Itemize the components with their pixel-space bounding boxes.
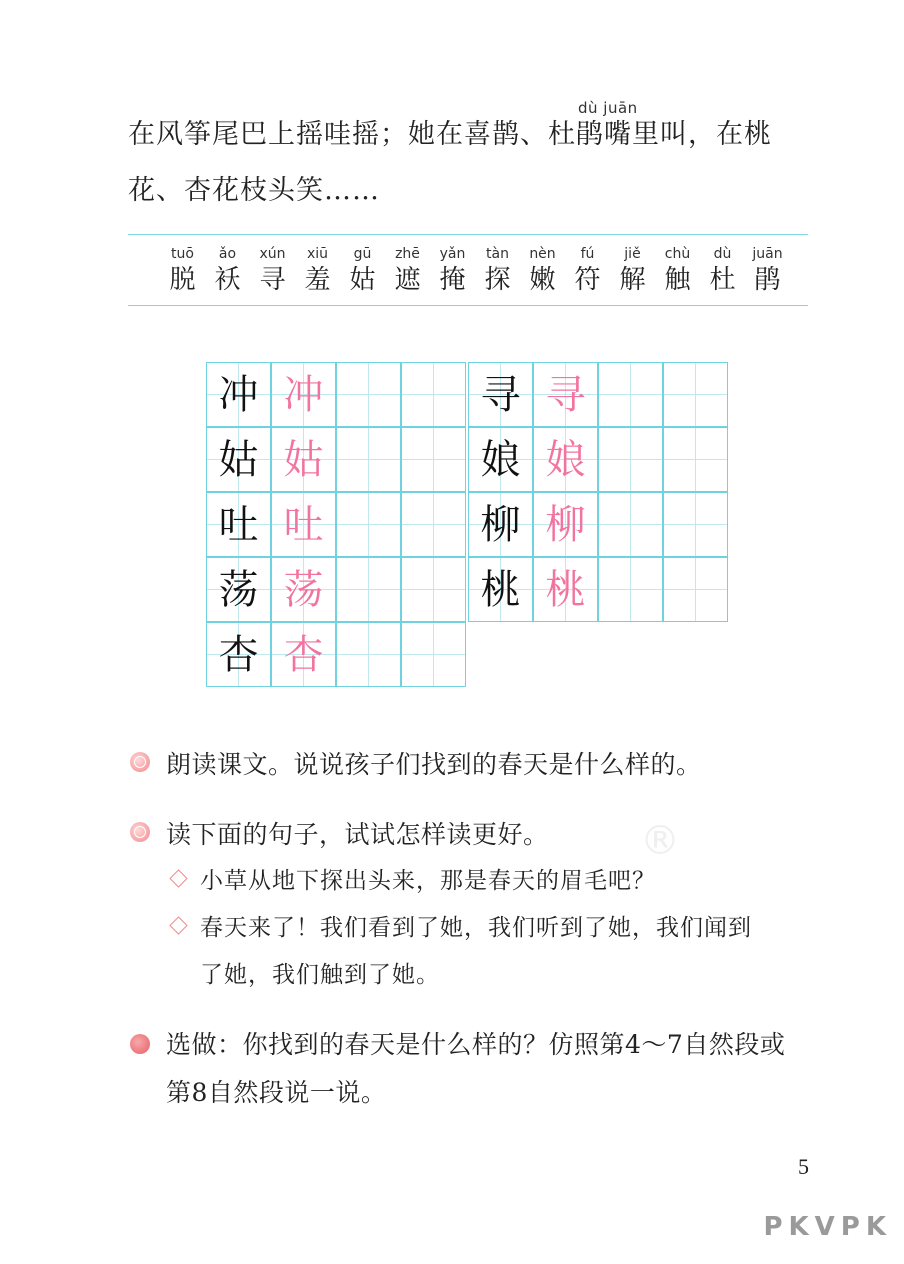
trace-character-cell: 寻: [533, 362, 598, 427]
trace-character-cell: 吐: [271, 492, 336, 557]
vocab-band-bottom-line: [128, 305, 808, 306]
vocab-item: [565, 244, 610, 296]
vocab-pinyin: xiū: [306, 246, 329, 262]
vocab-pinyin: xún: [259, 246, 286, 262]
model-character-cell: 柳: [468, 492, 533, 557]
model-character-cell: 冲: [206, 362, 271, 427]
vocab-character: 解: [619, 265, 646, 295]
vocab-item: [700, 244, 745, 296]
pinyin-annotation: dù juān: [578, 99, 638, 117]
vocab-item: [385, 244, 430, 296]
practice-cell: [401, 492, 466, 557]
exercise-3-line-1: 选做：你找到的春天是什么样的？仿照第4～7自然段或: [166, 1030, 786, 1059]
watermark: PKVPK: [763, 1212, 892, 1242]
practice-cell: [336, 622, 401, 687]
vocab-character: 遮: [394, 265, 421, 295]
exercise-2-sentence-2-line-1: 春天来了！我们看到了她，我们听到了她，我们闻到: [200, 915, 752, 941]
vocab-item: [475, 244, 520, 296]
practice-cell: [663, 427, 728, 492]
passage-line-2: 花、杏花枝头笑……: [128, 175, 380, 206]
vocab-pinyin: dù: [713, 246, 732, 262]
trace-character-cell: 冲: [271, 362, 336, 427]
diamond-bullet-icon: [169, 869, 187, 887]
practice-cell: [336, 362, 401, 427]
vocab-pinyin: nèn: [529, 246, 556, 262]
model-character-cell: 荡: [206, 557, 271, 622]
vocab-item: [250, 244, 295, 296]
vocab-item: [520, 244, 565, 296]
registered-mark: ®: [640, 818, 680, 864]
vocab-character: 脱: [169, 265, 196, 295]
vocab-pinyin: tàn: [486, 246, 509, 262]
vocab-band-top-line: [128, 234, 808, 235]
vocab-character: 探: [484, 265, 511, 295]
vocab-pinyin: ǎo: [218, 246, 237, 262]
practice-cell: [598, 362, 663, 427]
vocab-character: 羞: [304, 265, 331, 295]
vocab-character: 袄: [214, 265, 241, 295]
vocab-item: [295, 244, 340, 296]
vocab-item: [340, 244, 385, 296]
practice-cell: [401, 557, 466, 622]
trace-character-cell: 杏: [271, 622, 336, 687]
model-character-cell: 杏: [206, 622, 271, 687]
exercise-bullet-icon: [130, 752, 150, 772]
practice-cell: [663, 492, 728, 557]
trace-character-cell: 荡: [271, 557, 336, 622]
practice-cell: [598, 557, 663, 622]
trace-character-cell: 姑: [271, 427, 336, 492]
exercise-1-text: 朗读课文。说说孩子们找到的春天是什么样的。: [166, 750, 702, 779]
practice-cell: [401, 622, 466, 687]
vocab-character: 符: [574, 265, 601, 295]
practice-cell: [401, 362, 466, 427]
vocab-pinyin: zhē: [395, 246, 420, 262]
vocab-pinyin: yǎn: [439, 246, 466, 262]
vocab-character: 寻: [259, 265, 286, 295]
model-character-cell: 娘: [468, 427, 533, 492]
practice-cell: [598, 492, 663, 557]
vocab-item: [745, 244, 790, 296]
trace-character-cell: 柳: [533, 492, 598, 557]
practice-cell: [598, 427, 663, 492]
page-number: 5: [798, 1154, 809, 1179]
vocab-pinyin: gū: [353, 246, 372, 262]
practice-cell: [336, 427, 401, 492]
vocab-character: 掩: [439, 265, 466, 295]
model-character-cell: 姑: [206, 427, 271, 492]
vocab-item: [160, 244, 205, 296]
vocab-character: 杜: [709, 265, 736, 295]
vocab-item: [655, 244, 700, 296]
vocab-pinyin: tuō: [171, 246, 194, 262]
vocab-list: [160, 244, 790, 296]
practice-cell: [663, 557, 728, 622]
model-character-cell: 寻: [468, 362, 533, 427]
vocab-pinyin: jiě: [624, 246, 641, 262]
vocab-pinyin: juān: [752, 246, 783, 262]
model-character-cell: 桃: [468, 557, 533, 622]
vocab-item: [205, 244, 250, 296]
model-character-cell: 吐: [206, 492, 271, 557]
passage-line-1: 在风筝尾巴上摇哇摇；她在喜鹊、杜鹃嘴里叫，在桃: [128, 119, 772, 150]
vocab-pinyin: chù: [664, 246, 691, 262]
trace-character-cell: 娘: [533, 427, 598, 492]
exercise-2-text: 读下面的句子，试试怎样读更好。: [166, 820, 549, 849]
exercise-bullet-icon: [130, 822, 150, 842]
vocab-item: [430, 244, 475, 296]
exercise-3-line-2: 第8自然段说一说。: [166, 1078, 387, 1107]
practice-cell: [336, 492, 401, 557]
trace-character-cell: 桃: [533, 557, 598, 622]
practice-cell: [336, 557, 401, 622]
vocab-character: 鹃: [754, 265, 781, 295]
exercise-2-sentence-1: 小草从地下探出头来，那是春天的眉毛吧？: [200, 868, 656, 894]
exercise-2-sentence-2-line-2: 了她，我们触到了她。: [200, 962, 440, 988]
practice-cell: [663, 362, 728, 427]
vocab-character: 触: [664, 265, 691, 295]
vocab-item: [610, 244, 655, 296]
practice-cell: [401, 427, 466, 492]
vocab-character: 嫩: [529, 265, 556, 295]
optional-bullet-icon: [130, 1034, 150, 1054]
vocab-character: 姑: [349, 265, 376, 295]
vocab-pinyin: fú: [580, 246, 595, 262]
diamond-bullet-icon: [169, 916, 187, 934]
